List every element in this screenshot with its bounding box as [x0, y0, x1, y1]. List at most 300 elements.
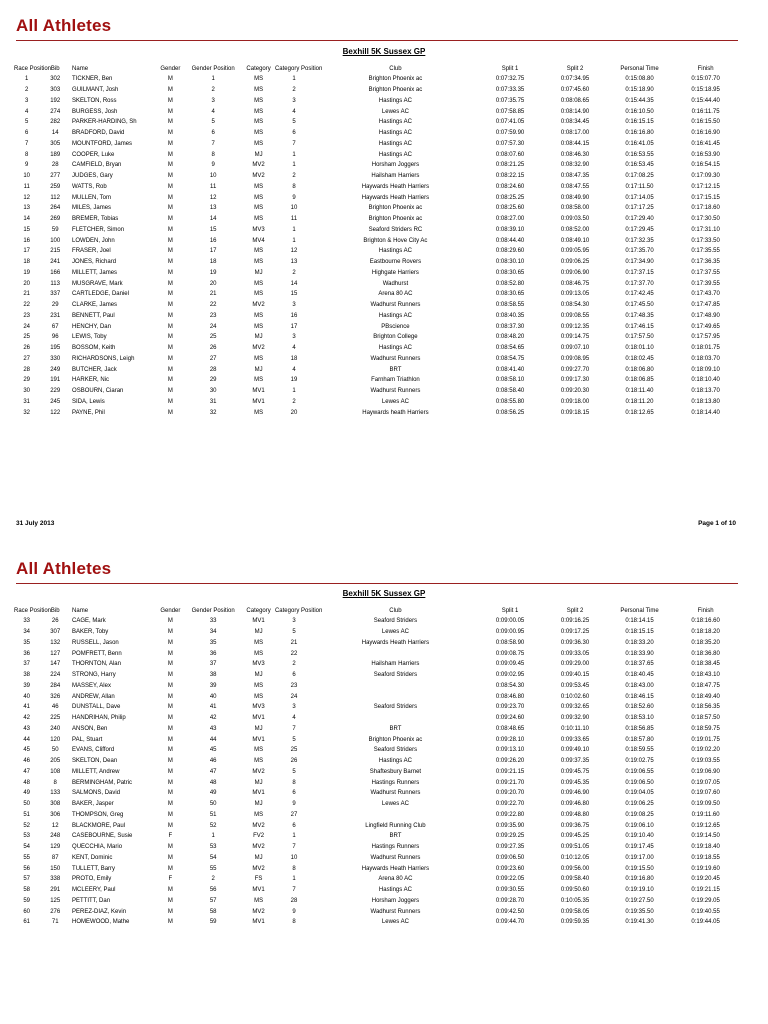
table-cell: 0:19:02.20 [691, 747, 720, 754]
table-cell: 0:09:14.75 [560, 334, 590, 341]
table-cell: 2 [292, 87, 296, 94]
table-cell: HARKER, Nic [72, 377, 110, 384]
table-cell: 26 [51, 618, 59, 625]
table-cell: MS [254, 140, 264, 147]
table-cell: 0:17:37.55 [691, 269, 720, 276]
table-cell: 0:19:29.05 [691, 897, 720, 904]
column-header: Race Position [14, 65, 52, 72]
table-cell: M [167, 151, 173, 158]
table-cell: PROTO, Emily [72, 876, 112, 883]
table-cell: MJ [254, 725, 263, 732]
table-row [14, 767, 740, 778]
table-cell: 43 [23, 725, 31, 732]
table-cell: 0:19:02.75 [625, 758, 654, 765]
table-cell: 3 [292, 618, 296, 625]
table-cell: 0:17:08.25 [625, 173, 654, 180]
table-cell: Highgate Harriers [371, 269, 419, 276]
table-cell: 57 [23, 876, 31, 883]
table-cell: 25 [209, 334, 217, 341]
table-cell: MS [254, 216, 264, 223]
table-cell: 0:18:49.40 [691, 693, 720, 700]
table-row [14, 375, 740, 386]
table-cell: 224 [50, 672, 61, 679]
table-cell: 0:09:18.00 [560, 398, 590, 405]
table-cell: 0:19:06.50 [625, 779, 654, 786]
column-header: Category Position [274, 65, 323, 72]
table-cell: Horsham Joggers [371, 897, 420, 904]
table-cell: MJ [254, 672, 263, 679]
table-cell: 2 [292, 398, 296, 405]
table-cell: MS [254, 87, 264, 94]
table-cell: Lewes AC [381, 108, 409, 115]
table-cell: 0:09:53.45 [560, 682, 590, 689]
table-cell: 0:18:35.20 [691, 639, 720, 646]
table-cell: MS [254, 650, 264, 657]
table-cell: Wadhurst Runners [370, 790, 421, 797]
table-cell: 8 [53, 779, 57, 786]
table-cell: 46 [23, 758, 31, 765]
table-cell: 8 [292, 183, 296, 190]
table-cell: 0:07:58.85 [495, 108, 525, 115]
table-cell: CAMFIELD, Bryan [72, 162, 122, 169]
table-cell: M [167, 119, 173, 126]
table-cell: 53 [23, 833, 31, 840]
table-cell: 0:16:10.50 [625, 108, 654, 115]
table-cell: 0:16:54.15 [691, 162, 720, 169]
table-cell: 45 [209, 747, 217, 754]
table-cell: 0:08:29.60 [495, 248, 525, 255]
table-cell: SALMONS, David [72, 790, 121, 797]
table-cell: 0:09:20.70 [495, 790, 525, 797]
table-cell: 0:19:20.45 [691, 876, 720, 883]
column-header: Finish [697, 607, 714, 614]
table-cell: Seaford Striders [373, 704, 418, 711]
table-cell: 0:16:53.45 [625, 162, 654, 169]
table-cell: M [167, 248, 173, 255]
table-cell: EVANS, Clifford [72, 747, 115, 754]
table-cell: 53 [209, 844, 217, 851]
table-cell: M [167, 259, 173, 266]
table-cell: 0:08:48.20 [495, 334, 525, 341]
table-cell: 0:16:11.75 [691, 108, 720, 115]
table-cell: 0:17:35.55 [691, 248, 720, 255]
table-row [14, 128, 740, 139]
table-cell: MS [254, 119, 264, 126]
table-cell: 0:09:08.55 [560, 312, 590, 319]
table-cell: 338 [50, 876, 61, 883]
table-cell: 0:09:32.90 [560, 715, 590, 722]
table-cell: 4 [292, 715, 296, 722]
table-cell: SKELTON, Dean [72, 758, 118, 765]
table-cell: MULLEN, Tom [72, 194, 111, 201]
title-rule [16, 583, 738, 584]
table-cell: MJ [254, 779, 263, 786]
table-cell: 306 [50, 811, 61, 818]
table-cell: 4 [292, 345, 296, 352]
table-cell: BOSSOM, Keith [72, 345, 116, 352]
table-row [14, 225, 740, 236]
table-cell: 0:08:55.80 [495, 398, 525, 405]
table-cell: 39 [209, 682, 217, 689]
table-cell: 231 [50, 312, 61, 319]
table-cell: MV2 [252, 908, 265, 915]
table-cell: 1 [292, 833, 296, 840]
table-cell: 0:08:47.55 [560, 183, 590, 190]
table-cell: M [167, 715, 173, 722]
table-cell: 9 [292, 801, 296, 808]
table-cell: 0:17:14.05 [625, 194, 654, 201]
table-cell: MJ [254, 366, 263, 373]
table-cell: FV2 [253, 833, 265, 840]
table-cell: 0:19:21.15 [691, 887, 720, 894]
results-table [14, 63, 740, 418]
table-cell: Hailsham Harriers [371, 661, 420, 668]
table-cell: M [167, 345, 173, 352]
table-cell: 0:09:29.00 [560, 661, 590, 668]
table-cell: 29 [23, 377, 31, 384]
table-cell: 0:15:18.95 [691, 87, 720, 94]
table-cell: BLACKMORE, Paul [72, 822, 126, 829]
table-cell: 0:09:22.70 [495, 801, 525, 808]
table-cell: MV2 [252, 822, 265, 829]
table-cell: M [167, 693, 173, 700]
table-cell: M [167, 216, 173, 223]
table-cell: 14 [23, 216, 31, 223]
table-cell: 28 [209, 366, 217, 373]
table-cell: 21 [209, 291, 217, 298]
table-cell: BAKER, Toby [72, 629, 109, 636]
table-cell: MS [254, 682, 264, 689]
table-cell: 0:07:32.75 [495, 76, 525, 83]
table-cell: 5 [25, 119, 29, 126]
table-cell: MJ [254, 801, 263, 808]
table-cell: 33 [209, 618, 217, 625]
table-cell: MV1 [252, 790, 265, 797]
table-cell: 0:07:45.60 [560, 87, 590, 94]
table-cell: 0:17:18.60 [691, 205, 720, 212]
table-cell: 0:09:58.05 [560, 908, 590, 915]
table-cell: 3 [292, 704, 296, 711]
table-row [14, 788, 740, 799]
table-cell: 0:08:47.35 [560, 173, 590, 180]
column-header: Gender Position [191, 607, 235, 614]
table-cell: 40 [209, 693, 217, 700]
table-cell: MS [254, 97, 264, 104]
table-cell: 0:09:23.60 [495, 865, 525, 872]
table-cell: POMFRETT, Benn [72, 650, 122, 657]
table-cell: 0:08:39.10 [495, 226, 525, 233]
table-cell: MS [254, 205, 264, 212]
table-cell: 150 [50, 865, 61, 872]
table-row [14, 354, 740, 365]
table-cell: 0:08:54.30 [560, 302, 590, 309]
table-cell: 0:07:57.30 [495, 140, 525, 147]
table-cell: 0:08:40.35 [495, 312, 525, 319]
table-cell: 0:18:56.85 [625, 725, 654, 732]
table-cell: 0:09:44.70 [495, 919, 525, 926]
table-cell: M [167, 409, 173, 416]
table-cell: 0:18:57.80 [625, 736, 654, 743]
table-cell: 0:19:12.65 [691, 822, 720, 829]
table-cell: 6 [292, 790, 296, 797]
table-cell: 34 [209, 629, 217, 636]
table-cell: 0:09:59.35 [560, 919, 590, 926]
table-row [14, 659, 740, 670]
column-header: Personal Time [620, 65, 659, 72]
table-cell: 67 [51, 323, 59, 330]
table-cell: 0:17:37.70 [625, 280, 654, 287]
table-cell: 2 [292, 269, 296, 276]
column-header: Split 1 [501, 607, 519, 614]
table-cell: 14 [290, 280, 298, 287]
table-row [14, 289, 740, 300]
table-row [14, 906, 740, 917]
table-cell: 0:17:49.65 [691, 323, 720, 330]
table-cell: 282 [50, 119, 61, 126]
table-cell: 16 [23, 237, 31, 244]
table-cell: 0:09:13.05 [560, 291, 590, 298]
table-cell: 1 [292, 388, 296, 395]
table-cell: 25 [23, 334, 31, 341]
table-row [14, 756, 740, 767]
table-cell: 0:18:02.45 [625, 355, 654, 362]
column-header: Bib [50, 607, 60, 614]
table-cell: 12 [209, 194, 217, 201]
table-cell: PBscience [381, 323, 410, 330]
table-cell: 8 [25, 151, 29, 158]
table-cell: 0:18:46.15 [625, 693, 654, 700]
table-cell: MCLEERY, Paul [72, 887, 116, 894]
table-cell: 0:09:56.00 [560, 865, 590, 872]
table-cell: 0:09:58.40 [560, 876, 590, 883]
table-cell: MV3 [252, 226, 265, 233]
table-cell: MJ [254, 854, 263, 861]
table-cell: Lingfield Running Club [365, 822, 426, 829]
table-cell: 0:07:34.95 [560, 76, 590, 83]
table-cell: MASSEY, Alex [72, 682, 111, 689]
table-row [14, 311, 740, 322]
table-cell: BAKER, Jasper [72, 801, 114, 808]
table-cell: 0:08:30.10 [495, 259, 525, 266]
table-cell: 0:18:33.90 [625, 650, 654, 657]
table-cell: 0:16:15.50 [691, 119, 720, 126]
table-cell: 5 [211, 119, 215, 126]
table-row [14, 192, 740, 203]
table-cell: 26 [290, 758, 298, 765]
table-cell: 41 [23, 704, 31, 711]
table-cell: 0:19:15.50 [625, 865, 654, 872]
table-cell: 19 [290, 377, 298, 384]
table-cell: 55 [209, 865, 217, 872]
table-cell: PARKER-HARDING, Sh [72, 119, 137, 126]
table-cell: M [167, 629, 173, 636]
table-cell: 147 [50, 661, 61, 668]
table-cell: BURGESS, Josh [72, 108, 118, 115]
table-cell: MS [254, 639, 264, 646]
table-cell: 0:09:26.20 [495, 758, 525, 765]
table-cell: 0:10:12.05 [560, 854, 590, 861]
table-cell: 0:17:48.90 [691, 312, 720, 319]
table-cell: M [167, 76, 173, 83]
table-cell: 0:16:15.15 [625, 119, 654, 126]
table-cell: 0:18:11.40 [625, 388, 654, 395]
table-cell: M [167, 334, 173, 341]
table-cell: MV1 [252, 887, 265, 894]
table-cell: MUSGRAVE, Mark [72, 280, 123, 287]
table-cell: 55 [23, 854, 31, 861]
table-cell: Hastings AC [378, 758, 412, 765]
table-cell: Hailsham Harriers [371, 173, 420, 180]
table-cell: Lewes AC [381, 398, 409, 405]
table-cell: 0:17:36.35 [691, 259, 720, 266]
table-cell: MS [254, 811, 264, 818]
table-cell: ANSON, Ben [72, 725, 108, 732]
column-header: Category Position [274, 607, 323, 614]
table-cell: MV2 [252, 302, 265, 309]
table-cell: 0:17:12.15 [691, 183, 720, 190]
table-cell: 19 [23, 269, 31, 276]
table-cell: 166 [50, 269, 61, 276]
table-cell: 249 [50, 366, 61, 373]
table-cell [313, 810, 478, 821]
table-cell: 108 [50, 768, 61, 775]
table-cell: MV1 [252, 618, 265, 625]
table-cell: 47 [23, 768, 31, 775]
table-cell: M [167, 183, 173, 190]
table-cell: 0:17:39.55 [691, 280, 720, 287]
table-cell: 9 [25, 162, 29, 169]
table-cell: MS [254, 291, 264, 298]
table-cell: 0:09:30.55 [495, 887, 525, 894]
table-cell: 259 [50, 183, 61, 190]
table-cell: 0:19:10.40 [625, 833, 654, 840]
table-cell: 0:19:44.05 [691, 919, 720, 926]
table-cell: F [168, 876, 173, 883]
table-cell: MS [254, 259, 264, 266]
table-cell: M [167, 736, 173, 743]
table-cell: 0:16:41.05 [625, 140, 654, 147]
table-cell: Wadhurst Runners [370, 355, 421, 362]
table-cell: Wadhurst Runners [370, 908, 421, 915]
column-header: Club [389, 607, 402, 614]
table-cell: Hastings AC [378, 140, 412, 147]
table-cell: 0:09:18.15 [560, 409, 590, 416]
table-cell: 0:09:45.25 [560, 833, 590, 840]
table-cell: 18 [209, 259, 217, 266]
table-cell: 0:09:03.50 [560, 216, 590, 223]
table-cell: 0:09:21.15 [495, 768, 525, 775]
table-cell: M [167, 779, 173, 786]
table-cell: 0:17:31.10 [691, 226, 720, 233]
table-cell: 27 [209, 355, 217, 362]
table-cell: M [167, 269, 173, 276]
table-cell: 40 [23, 693, 31, 700]
table-cell: 22 [290, 650, 298, 657]
table-cell: Hastings AC [378, 887, 412, 894]
table-cell: 0:17:33.50 [691, 237, 720, 244]
table-row [14, 627, 740, 638]
table-cell: MV1 [252, 736, 265, 743]
table-cell: M [167, 682, 173, 689]
table-cell: 0:08:25.60 [495, 205, 525, 212]
table-cell: MV3 [252, 661, 265, 668]
table-cell: MJ [254, 334, 263, 341]
table-cell: 1 [292, 876, 296, 883]
column-header: Finish [697, 65, 714, 72]
table-cell: 0:17:42.45 [625, 291, 654, 298]
table-cell: M [167, 758, 173, 765]
table-cell: 7 [292, 887, 296, 894]
table-cell: Farnham Triathlon [371, 377, 420, 384]
table-cell: 0:18:10.40 [691, 377, 720, 384]
table-row [14, 681, 740, 692]
table-cell: MS [254, 280, 264, 287]
table-cell: 0:09:33.05 [560, 650, 590, 657]
table-row [14, 246, 740, 257]
table-cell: MS [254, 183, 264, 190]
table-cell: 17 [209, 248, 217, 255]
table-cell: 32 [209, 409, 217, 416]
table-row [14, 214, 740, 225]
table-cell: 7 [292, 844, 296, 851]
table-cell: M [167, 811, 173, 818]
table-row [14, 171, 740, 182]
table-cell: 2 [292, 173, 296, 180]
table-cell: Brighton Phoenix ac [368, 216, 423, 223]
table-cell: 1 [25, 76, 29, 83]
table-row [14, 74, 740, 85]
table-cell: Wadhurst Runners [370, 388, 421, 395]
table-cell: 0:09:09.45 [495, 661, 525, 668]
table-cell: 42 [23, 715, 31, 722]
table-row [14, 702, 740, 713]
table-cell: HOMEWOOD, Mathe [72, 919, 130, 926]
table-cell: 5 [292, 629, 296, 636]
table-cell: 0:08:21.25 [495, 162, 525, 169]
table-cell: 0:18:53.10 [625, 715, 654, 722]
table-cell: 0:16:16.80 [625, 130, 654, 137]
table-cell: 33 [23, 618, 31, 625]
table-cell: M [167, 725, 173, 732]
table-cell: 0:09:08.95 [560, 355, 590, 362]
table-cell: 4 [25, 108, 29, 115]
table-cell: MV1 [252, 388, 265, 395]
table-cell: F [168, 833, 173, 840]
section-title: All Athletes [16, 559, 112, 578]
table-cell: 48 [23, 779, 31, 786]
table-cell: 0:19:01.75 [691, 736, 720, 743]
table-cell: 0:08:48.65 [495, 725, 525, 732]
table-cell: 26 [23, 345, 31, 352]
table-cell: 0:17:43.70 [691, 291, 720, 298]
table-cell: 0:15:07.70 [691, 76, 720, 83]
table-row [14, 182, 740, 193]
table-cell: 0:09:23.70 [495, 704, 525, 711]
table-cell: M [167, 919, 173, 926]
table-cell: 52 [23, 822, 31, 829]
table-cell: Hastings AC [378, 97, 412, 104]
table-row [14, 724, 740, 735]
table-cell: MS [254, 194, 264, 201]
table-cell: 17 [23, 248, 31, 255]
table-cell: 0:18:15.15 [625, 629, 654, 636]
table-cell: 6 [211, 130, 215, 137]
table-cell: 0:19:14.50 [691, 833, 720, 840]
table-cell: MILLETT, Andrew [72, 768, 120, 775]
table-cell: 0:08:30.65 [495, 291, 525, 298]
table-cell: 0:19:04.05 [625, 790, 654, 797]
table-cell: 57 [209, 897, 217, 904]
